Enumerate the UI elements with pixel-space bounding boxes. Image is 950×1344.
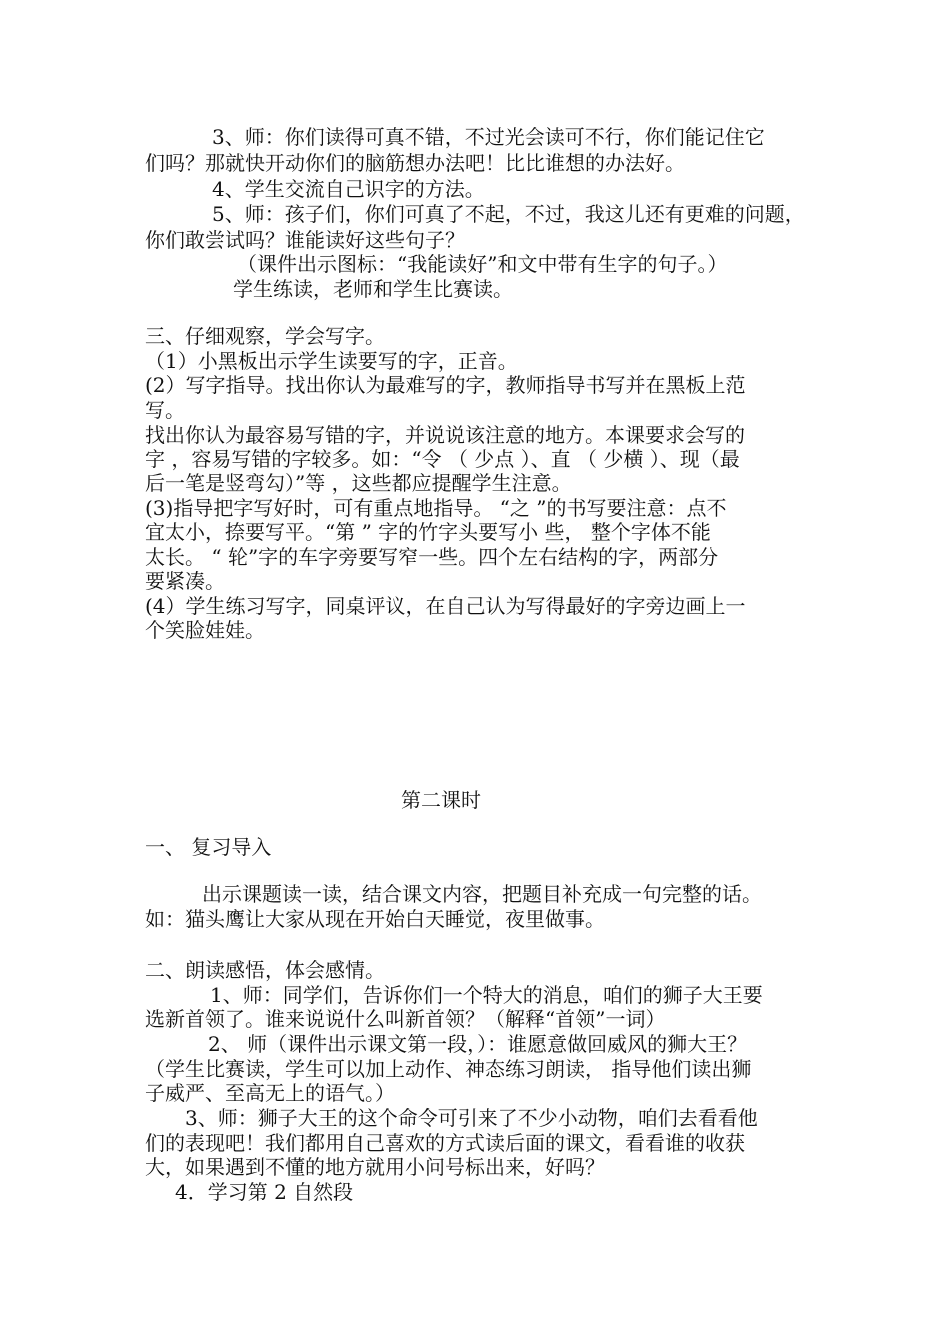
paragraph-line: 4、学生交流自己识字的方法。 <box>212 177 485 201</box>
paragraph-line: 3、师：狮子大王的这个命令可引来了不少小动物，咱们去看看他 <box>185 1106 758 1130</box>
paragraph-line: 2、 师（课件出示课文第一段，）：谁愿意做回威风的狮大王？ <box>208 1032 748 1056</box>
paragraph-line: （学生比赛读，学生可以加上动作、神态练习朗读， 指导他们读出狮 <box>145 1057 752 1081</box>
paragraph-line: 太长。 “ 轮”字的车字旁要写窄一些。四个左右结构的字，两部分 <box>145 545 719 569</box>
paragraph-line: 找出你认为最容易写错的字，并说说该注意的地方。本课要求会写的 <box>145 423 745 447</box>
paragraph-line: 们吗？那就快开动你们的脑筋想办法吧！比比谁想的办法好。 <box>145 151 685 175</box>
paragraph-line: 如：猫头鹰让大家从现在开始白天睡觉，夜里做事。 <box>145 907 605 931</box>
paragraph-line: 们的表现吧！我们都用自己喜欢的方式读后面的课文，看看谁的收获 <box>145 1131 745 1155</box>
section-heading: 一、 复习导入 <box>145 835 272 859</box>
paragraph-line: 写。 <box>145 398 185 422</box>
paragraph-line: 要紧凑。 <box>145 569 225 593</box>
paragraph-line: (3)指导把字写好时，可有重点地指导。 “之 ”的书写要注意：点不 <box>145 496 727 520</box>
paragraph-line: 子威严、至高无上的语气。） <box>145 1081 395 1105</box>
paragraph-line: 大，如果遇到不懂的地方就用小问号标出来，好吗？ <box>145 1155 605 1179</box>
paragraph-line: （1）小黑板出示学生读要写的字，正音。 <box>145 349 518 373</box>
paragraph-line: 学生练读，老师和学生比赛读。 <box>233 277 513 301</box>
paragraph-line: 4．学习第 2 自然段 <box>175 1180 354 1204</box>
paragraph-line: 5、师：孩子们，你们可真了不起，不过，我这儿还有更难的问题， <box>212 202 805 226</box>
paragraph-line: (2）写字指导。找出你认为最难写的字，教师指导书写并在黑板上范 <box>145 373 746 397</box>
paragraph-line: 宜太小，捺要写平。“第 ” 字的竹字头要写小 些， 整个字体不能 <box>145 520 711 544</box>
paragraph-line: (4）学生练习写字，同桌评议，在自己认为写得最好的字旁边画上一 <box>145 594 746 618</box>
paragraph-line: 出示课题读一读，结合课文内容，把题目补充成一句完整的话。 <box>202 882 762 906</box>
section-heading: 三、仔细观察，学会写字。 <box>145 324 385 348</box>
paragraph-line: 选新首领了。谁来说说什么叫新首领？（解释“首领”一词） <box>145 1007 666 1031</box>
paragraph-line: 3、师：你们读得可真不错，不过光会读可不行，你们能记住它 <box>212 125 765 149</box>
paragraph-line: 字 ，容易写错的字较多。如：“令 （ 少点 ）、直 （ 少横 ）、现（最 <box>145 447 740 471</box>
paragraph-line: 个笑脸娃娃。 <box>145 618 265 642</box>
section-heading: 二、朗读感悟，体会感情。 <box>145 958 385 982</box>
paragraph-line: （课件出示图标：“我能读好”和文中带有生字的句子。） <box>237 252 728 276</box>
lesson-title: 第二课时 <box>401 788 481 812</box>
paragraph-line: 后一笔是竖弯勾）”等 ，这些都应提醒学生注意。 <box>145 471 572 495</box>
paragraph-line: 你们敢尝试吗？谁能读好这些句子？ <box>145 228 465 252</box>
paragraph-line: 1、师：同学们，告诉你们一个特大的消息，咱们的狮子大王要 <box>210 983 763 1007</box>
